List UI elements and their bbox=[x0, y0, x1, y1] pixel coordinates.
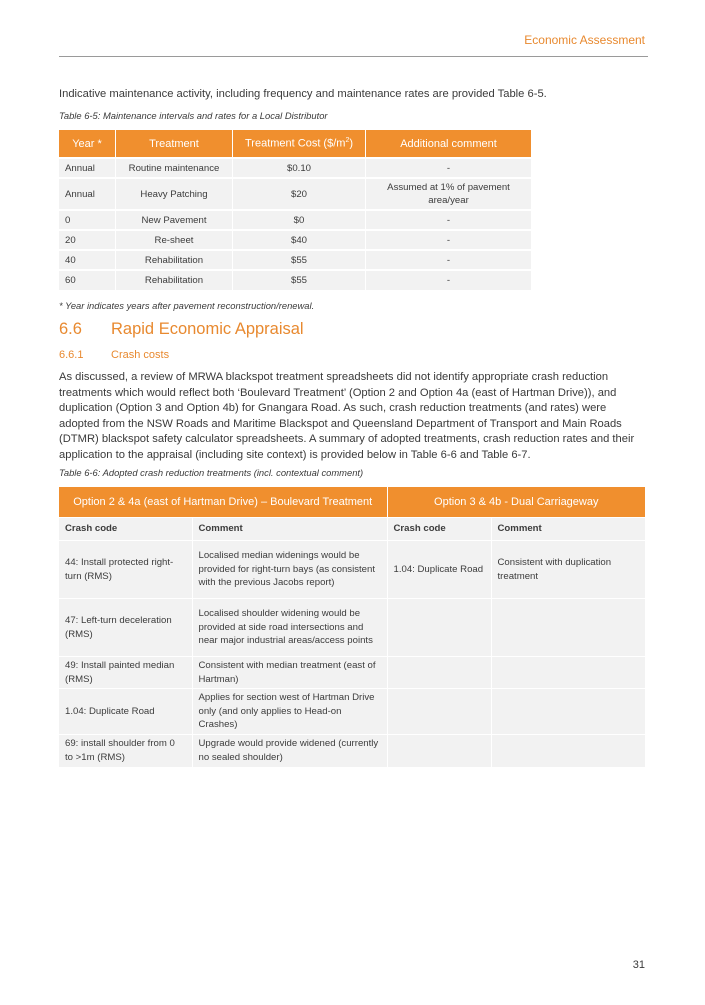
cell-treatment: Rehabilitation bbox=[116, 270, 233, 290]
col-year: Year * bbox=[59, 130, 116, 158]
cell-treatment: Re-sheet bbox=[116, 230, 233, 250]
col-cost bbox=[233, 130, 366, 158]
col-cost-label: Treatment Cost ($/m bbox=[244, 137, 346, 150]
table-row bbox=[59, 250, 532, 270]
body-paragraph: As discussed, a review of MRWA blackspot treatment spreadsheets did not identify appropriate crash reduction treatments which would reflect both ‘Boulevard Treatment’ (Option 2 and Option 4a (east of Hartman Drive)), and duplication (Option 3 and Option 4b) for Gnangara Road. As such, crash reduction treatments (and rates) were adopted from the NSW Roads and Maritime Blackspot and Queensland Department of Transport and Main Roads (DTMR) blackspot safety calculator spreadsheets. A summary of adopted treatments, crash reduction rates and their application to the appraisal (including site context) is provided below in Table 6-6 and Table 6-7. bbox=[59, 371, 635, 461]
cell-treatment: New Pavement bbox=[116, 210, 233, 230]
cell-crash-code bbox=[387, 657, 491, 689]
cell-cost: $0 bbox=[233, 210, 366, 230]
cell-comment: Upgrade would provide widened (currently no sealed shoulder) bbox=[192, 735, 387, 767]
cell-year: 60 bbox=[59, 270, 116, 290]
cell-crash-code: 44: Install protected right-turn (RMS) bbox=[59, 541, 192, 599]
subheader-crash-code: Crash code bbox=[59, 518, 192, 541]
table-subheader-row bbox=[59, 518, 646, 541]
subheader-comment: Comment bbox=[192, 518, 387, 541]
section-heading bbox=[59, 320, 304, 339]
cell-year: Annual bbox=[59, 178, 116, 210]
cell-comment: - bbox=[366, 270, 532, 290]
cell-comment: Consistent with duplication treatment bbox=[491, 541, 646, 599]
cell-comment: - bbox=[366, 210, 532, 230]
table-row bbox=[59, 599, 646, 657]
cell-year: Annual bbox=[59, 158, 116, 178]
subheader-crash-code: Crash code bbox=[387, 518, 491, 541]
cell-comment: Consistent with median treatment (east of Hartman) bbox=[192, 657, 387, 689]
cell-comment: Localised median widenings would be provided for right-turn bays (as consistent with the previous Jacobs report) bbox=[192, 541, 387, 599]
table-row bbox=[59, 657, 646, 689]
cell-treatment: Routine maintenance bbox=[116, 158, 233, 178]
cell-comment bbox=[491, 657, 646, 689]
cell-year: 0 bbox=[59, 210, 116, 230]
table-row bbox=[59, 178, 532, 210]
crash-treatments-table bbox=[59, 487, 646, 767]
intro-paragraph: Indicative maintenance activity, including frequency and maintenance rates are provided Table 6-5. bbox=[59, 88, 547, 100]
cell-crash-code bbox=[387, 735, 491, 767]
cell-crash-code: 69: install shoulder from 0 to >1m (RMS) bbox=[59, 735, 192, 767]
col-treatment: Treatment bbox=[116, 130, 233, 158]
group-header-boulevard: Option 2 & 4a (east of Hartman Drive) – Boulevard Treatment bbox=[59, 487, 387, 518]
table-row bbox=[59, 735, 646, 767]
cell-crash-code bbox=[387, 689, 491, 735]
cell-treatment: Rehabilitation bbox=[116, 250, 233, 270]
cell-crash-code: 1.04: Duplicate Road bbox=[387, 541, 491, 599]
cell-cost: $20 bbox=[233, 178, 366, 210]
maintenance-table bbox=[59, 130, 532, 290]
cell-comment: - bbox=[366, 158, 532, 178]
cell-crash-code: 49: Install painted median (RMS) bbox=[59, 657, 192, 689]
col-comment: Additional comment bbox=[366, 130, 532, 158]
cell-comment bbox=[491, 599, 646, 657]
table-row bbox=[59, 270, 532, 290]
table-row bbox=[59, 210, 532, 230]
cell-cost: $55 bbox=[233, 250, 366, 270]
table-row bbox=[59, 541, 646, 599]
cell-comment: Localised shoulder widening would be provided at side road intersections and near major industrial areas/access points bbox=[192, 599, 387, 657]
table-footnote: * Year indicates years after pavement reconstruction/renewal. bbox=[59, 300, 315, 311]
page-number: 31 bbox=[632, 959, 645, 971]
cell-crash-code: 47: Left-turn deceleration (RMS) bbox=[59, 599, 192, 657]
cell-cost: $40 bbox=[233, 230, 366, 250]
header-rule bbox=[59, 56, 648, 57]
col-cost-close: ) bbox=[349, 137, 354, 150]
cell-comment: - bbox=[366, 230, 532, 250]
cell-crash-code bbox=[387, 599, 491, 657]
subsection-title: Crash costs bbox=[111, 349, 170, 361]
cell-comment: Applies for section west of Hartman Drive only (and only applies to Head-on Crashes) bbox=[192, 689, 387, 735]
section-title: Rapid Economic Appraisal bbox=[111, 320, 304, 338]
cell-comment bbox=[491, 735, 646, 767]
cell-comment: - bbox=[366, 250, 532, 270]
table-header-row bbox=[59, 130, 532, 158]
col-cost-sup: 2 bbox=[345, 137, 350, 145]
cell-cost: $55 bbox=[233, 270, 366, 290]
header-title: Economic Assessment bbox=[524, 33, 645, 47]
table-row bbox=[59, 230, 532, 250]
cell-treatment: Heavy Patching bbox=[116, 178, 233, 210]
subsection-number: 6.6.1 bbox=[59, 349, 84, 361]
cell-cost: $0.10 bbox=[233, 158, 366, 178]
cell-year: 40 bbox=[59, 250, 116, 270]
table-row bbox=[59, 158, 532, 178]
cell-year: 20 bbox=[59, 230, 116, 250]
table-6-6-caption: Table 6-6: Adopted crash reduction treatments (incl. contextual comment) bbox=[59, 467, 364, 478]
subheader-comment: Comment bbox=[491, 518, 646, 541]
group-header-dual-carriageway: Option 3 & 4b - Dual Carriageway bbox=[387, 487, 646, 518]
table-6-5-caption: Table 6-5: Maintenance intervals and rates for a Local Distributor bbox=[59, 110, 328, 121]
subsection-heading bbox=[59, 349, 169, 361]
table-group-header-row bbox=[59, 487, 646, 518]
cell-comment bbox=[491, 689, 646, 735]
table-row bbox=[59, 689, 646, 735]
cell-crash-code: 1.04: Duplicate Road bbox=[59, 689, 192, 735]
cell-comment: Assumed at 1% of pavement area/year bbox=[366, 178, 532, 210]
section-number: 6.6 bbox=[59, 320, 82, 338]
